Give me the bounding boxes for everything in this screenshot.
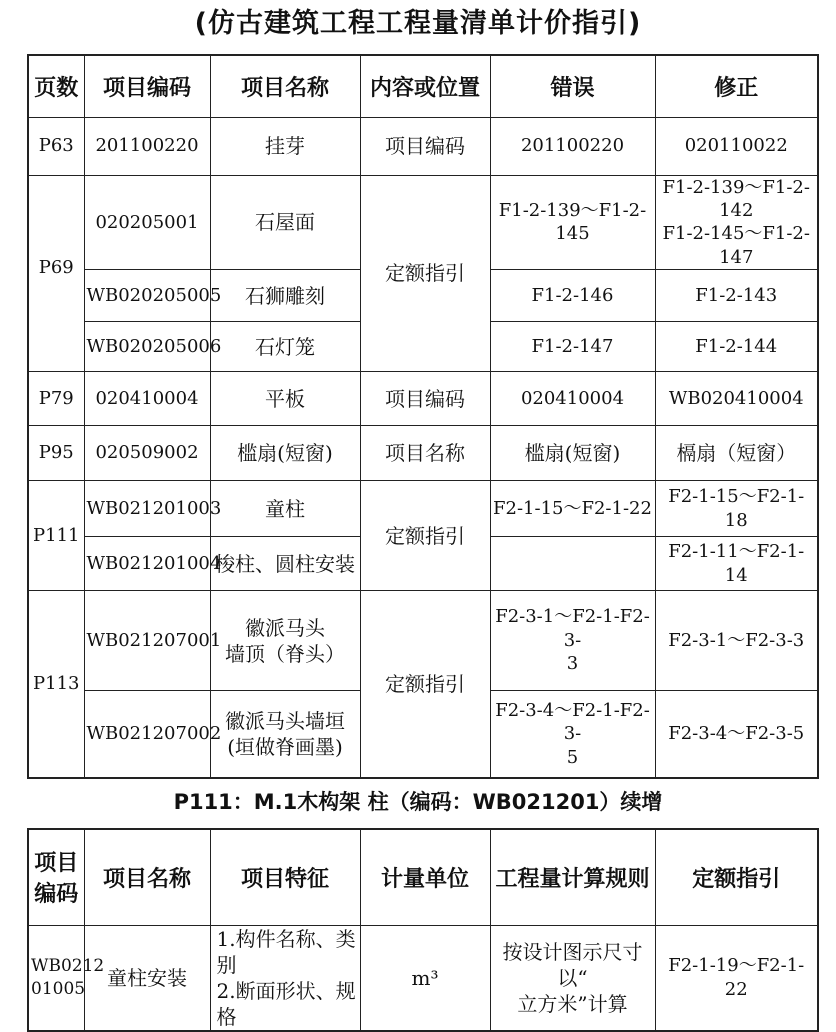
page-cell: P111 [28,481,84,591]
table-row [28,175,818,270]
name-cell: 槛扇(短窗) [210,426,360,481]
location-cell: 定额指引 [360,175,490,372]
wrong-cell [490,591,655,691]
code-cell: 201100220 [84,117,210,175]
table-row [28,426,818,481]
rule-line: 按设计图示尺寸以“ [502,939,643,990]
table-row [28,372,818,426]
fix-line: F1-2-139～F1-2-142 [662,176,810,221]
feature-cell [210,925,360,1031]
location-cell: 定额指引 [360,591,490,778]
page-cell: P63 [28,117,84,175]
name-line: (垣做脊画墨) [227,734,343,759]
table-row [28,481,818,537]
header-wrong: 错误 [490,55,655,117]
page-cell: P95 [28,426,84,481]
code-line: 01005 [31,978,86,999]
header-fix: 修正 [655,55,818,117]
name-cell: 童柱 [210,481,360,537]
code-cell: 020410004 [84,372,210,426]
name-line: 徽派马头 [245,615,325,640]
header-line: 编码 [34,882,79,908]
name-cell: 梭柱、圆柱安装 [210,537,360,591]
code-cell [28,925,105,1031]
wrong-line: 5 [566,746,579,768]
fix-cell: F2-3-4～F2-3-5 [655,691,818,778]
rule-cell [490,925,655,1031]
code-cell: WB021201004 [84,537,210,591]
header-location: 内容或位置 [360,55,490,117]
wrong-line: F2-3-1～F2-1-F2-3- [495,606,650,651]
wrong-cell: F2-1-15～F2-1-22 [490,481,655,537]
page-title: (仿古建筑工程工程量清单计价指引) [194,8,642,39]
wrong-cell: F1-2-139～F1-2-145 [490,175,655,270]
page-cell: P79 [28,372,84,426]
wrong-cell [490,537,655,591]
fix-cell: F2-3-1～F2-3-3 [655,591,818,691]
fix-cell: WB020410004 [655,372,818,426]
wrong-cell: F1-2-147 [490,322,655,372]
fix-cell: F1-2-144 [655,322,818,372]
name-cell: 挂芽 [210,117,360,175]
table-row [28,925,818,1031]
wrong-cell: 020410004 [490,372,655,426]
wrong-line: 3 [566,653,579,675]
header-code [28,829,84,925]
feature-line: 1.构件名称、类别 [216,926,356,977]
quota-cell: F2-1-19～F2-1-22 [655,925,818,1031]
fix-cell: F2-1-15～F2-1-18 [655,481,818,537]
code-cell: WB021207001 [84,591,210,691]
page-cell: P69 [28,175,84,372]
errata-table [27,54,819,779]
addition-header-row [28,829,818,925]
wrong-cell [490,691,655,778]
name-cell: 石狮雕刻 [210,270,360,322]
name-cell: 童柱安装 [84,925,210,1031]
name-line: 墙顶（脊头） [225,641,345,666]
table-row [28,117,818,175]
header-feature: 项目特征 [210,829,360,925]
errata-header-row [28,55,818,117]
feature-line: 2.断面形状、规格 [216,978,356,1029]
wrong-line: F2-3-4～F2-1-F2-3- [495,699,650,745]
fix-cell: F2-1-11～F2-1-14 [655,537,818,591]
header-page: 页数 [28,55,84,117]
name-cell [210,691,360,778]
code-cell: 020509002 [84,426,210,481]
wrong-cell: 201100220 [490,117,655,175]
table-row [28,591,818,691]
wrong-cell: 槛扇(短窗) [490,426,655,481]
unit-cell: m³ [360,925,490,1031]
header-name: 项目名称 [84,829,210,925]
code-cell: WB020205005 [84,270,210,322]
page-cell: P113 [28,591,84,778]
section-subtitle: P111：M.1木构架 柱（编码：WB021201）续增 [173,790,663,814]
location-cell: 定额指引 [360,481,490,591]
header-rule: 工程量计算规则 [490,829,655,925]
code-cell: 020205001 [84,175,210,270]
header-code: 项目编码 [84,55,210,117]
name-cell: 石屋面 [210,175,360,270]
fix-cell: 020110022 [655,117,818,175]
code-cell: WB021207002 [84,691,210,778]
location-cell: 项目编码 [360,117,490,175]
name-line: 徽派马头墙垣 [225,708,345,733]
header-quota: 定额指引 [655,829,818,925]
code-cell: WB021201003 [84,481,210,537]
name-cell [210,591,360,691]
location-cell: 项目编码 [360,372,490,426]
fix-cell [655,175,818,270]
name-cell: 平板 [210,372,360,426]
location-cell: 项目名称 [360,426,490,481]
rule-line: 立方米”计算 [517,991,628,1016]
header-unit: 计量单位 [360,829,490,925]
header-name: 项目名称 [210,55,360,117]
code-line: WB0212 [31,956,105,977]
code-cell: WB020205006 [84,322,210,372]
header-line: 项目 [34,851,79,877]
wrong-cell: F1-2-146 [490,270,655,322]
fix-cell: F1-2-143 [655,270,818,322]
addition-table [27,828,819,1032]
name-cell: 石灯笼 [210,322,360,372]
fix-line: F1-2-145～F1-2-147 [662,223,810,268]
fix-cell: 槅扇（短窗） [655,426,818,481]
